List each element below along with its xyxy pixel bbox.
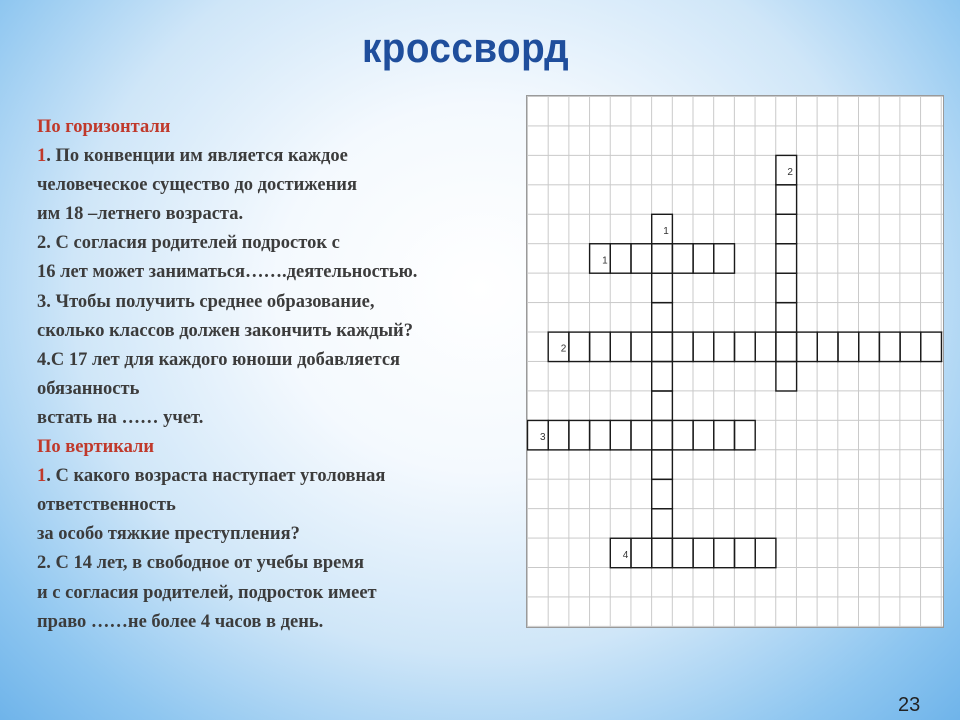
crossword-cell[interactable]: [693, 244, 714, 273]
crossword-word-number: 3: [540, 431, 546, 443]
crossword-cell[interactable]: [569, 420, 590, 449]
clues-panel: [37, 113, 537, 637]
crossword-cell[interactable]: [631, 244, 652, 273]
crossword-word-number: 2: [560, 343, 567, 355]
crossword-grid: [526, 95, 944, 628]
crossword-cell[interactable]: [652, 332, 673, 361]
crossword-cell[interactable]: [610, 244, 631, 273]
crossword-cell[interactable]: [714, 420, 735, 449]
crossword-word-number: 1: [602, 255, 608, 267]
crossword-cell[interactable]: [590, 420, 611, 449]
crossword-cell[interactable]: [755, 538, 776, 567]
crossword-cell[interactable]: [714, 332, 735, 361]
clue-v2: 2. С 14 лет, в свободное от учебы время: [37, 553, 364, 574]
crossword-cell[interactable]: [693, 420, 714, 449]
crossword-cell[interactable]: [652, 391, 673, 420]
crossword-cell[interactable]: [776, 303, 797, 332]
crossword-cell[interactable]: [776, 273, 797, 302]
clue-h3-line2: сколько классов должен закончить каждый?: [37, 320, 413, 341]
clue-v2-line3: право ……не более 4 часов в день.: [37, 611, 324, 632]
crossword-cell[interactable]: [672, 420, 693, 449]
crossword-cell[interactable]: [652, 273, 673, 302]
crossword-cell[interactable]: [672, 244, 693, 273]
crossword-cell[interactable]: [776, 362, 797, 391]
crossword-cell[interactable]: [631, 538, 652, 567]
crossword-cell[interactable]: [569, 332, 590, 361]
clue-h4-line3: встать на …… учет.: [37, 407, 204, 428]
crossword-cell[interactable]: [879, 332, 900, 361]
crossword-cell[interactable]: [776, 244, 797, 273]
crossword-cell[interactable]: [776, 214, 797, 243]
crossword-cell[interactable]: [755, 332, 776, 361]
clue-h2-line2: 16 лет может заниматься…….деятельностью.: [37, 262, 418, 283]
crossword-word-number: 2: [787, 166, 793, 178]
crossword-cell[interactable]: [714, 244, 735, 273]
crossword-cell[interactable]: [631, 420, 652, 449]
crossword-cell[interactable]: [652, 214, 673, 243]
crossword-cell[interactable]: [838, 332, 859, 361]
crossword-svg: [527, 96, 943, 627]
crossword-cell[interactable]: [776, 332, 797, 361]
clue-v1-line2: ответственность: [37, 495, 176, 516]
crossword-cell[interactable]: [714, 538, 735, 567]
crossword-cell[interactable]: [652, 450, 673, 479]
clue-h1-line2: человеческое существо до достижения: [37, 175, 357, 196]
clue-h4-line2: обязанность: [37, 378, 140, 399]
crossword-cell[interactable]: [652, 420, 673, 449]
horizontal-header: По горизонтали: [37, 117, 171, 137]
crossword-cell[interactable]: [859, 332, 880, 361]
crossword-cell[interactable]: [652, 479, 673, 508]
crossword-cell[interactable]: [921, 332, 942, 361]
crossword-cell[interactable]: [652, 538, 673, 567]
crossword-cell[interactable]: [672, 538, 693, 567]
crossword-cell[interactable]: [735, 332, 756, 361]
crossword-cell[interactable]: [900, 332, 921, 361]
crossword-cell[interactable]: [735, 538, 756, 567]
crossword-cell[interactable]: [652, 244, 673, 273]
page-number: 23: [898, 694, 921, 716]
crossword-cell[interactable]: [610, 332, 631, 361]
crossword-cell[interactable]: [652, 303, 673, 332]
clue-v1: 1. С какого возраста наступает уголовная: [37, 466, 386, 487]
crossword-cell[interactable]: [590, 332, 611, 361]
crossword-cell[interactable]: [652, 509, 673, 538]
crossword-cell[interactable]: [817, 332, 838, 361]
crossword-cell[interactable]: [652, 362, 673, 391]
crossword-cell[interactable]: [672, 332, 693, 361]
slide-title: кроссворд: [362, 24, 570, 71]
clue-h1-line3: им 18 –летнего возраста.: [37, 204, 244, 225]
clue-h3: 3. Чтобы получить среднее образование,: [37, 291, 375, 312]
clue-h2: 2. С согласия родителей подросток с: [37, 233, 340, 254]
crossword-cell[interactable]: [693, 538, 714, 567]
crossword-cell[interactable]: [631, 332, 652, 361]
clue-v1-line3: за особо тяжкие преступления?: [37, 524, 300, 545]
clue-h1: 1. По конвенции им является каждое: [37, 146, 348, 167]
clue-v2-line2: и с согласия родителей, подросток имеет: [37, 582, 377, 603]
crossword-cell[interactable]: [735, 420, 756, 449]
vertical-header: По вертикали: [37, 437, 155, 458]
crossword-word-number: 4: [622, 549, 629, 561]
crossword-word-number: 1: [663, 225, 669, 237]
clue-h4: 4.С 17 лет для каждого юноши добавляется: [37, 349, 401, 370]
crossword-cell[interactable]: [797, 332, 818, 361]
crossword-cell[interactable]: [693, 332, 714, 361]
crossword-cell[interactable]: [776, 185, 797, 214]
crossword-cell[interactable]: [610, 420, 631, 449]
crossword-cell[interactable]: [776, 155, 797, 184]
crossword-cell[interactable]: [548, 420, 569, 449]
